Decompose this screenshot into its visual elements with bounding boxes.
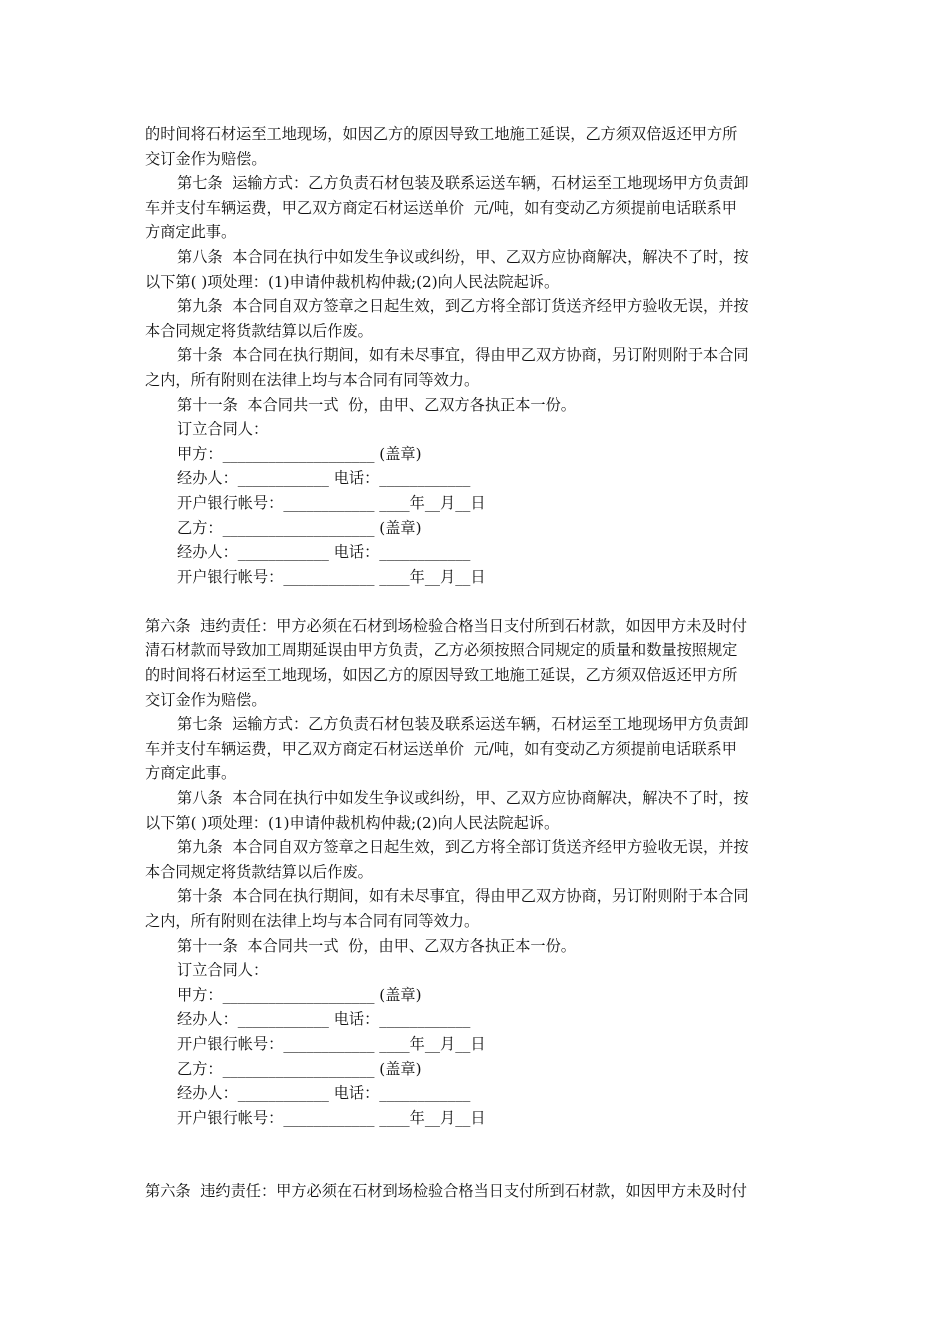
section-gap bbox=[145, 1130, 813, 1179]
text-line: 第八条 本合同在执行中如发生争议或纠纷，甲、乙双方应协商解决，解决不了时，按 bbox=[177, 789, 749, 808]
text-line: 第十一条 本合同共一式 份，由甲、乙双方各执正本一份。 bbox=[177, 395, 576, 414]
text-line: 方商定此事。 bbox=[145, 764, 237, 783]
text-line: 清石材款而导致加工周期延误由甲方负责，乙方必须按照合同规定的质量和数量按照规定 bbox=[145, 641, 738, 660]
text-line: 乙方：____________________ (盖章) bbox=[177, 1059, 422, 1078]
contract-section-2 bbox=[145, 614, 813, 1130]
text-line: 经办人：____________ 电话：____________ bbox=[177, 469, 471, 488]
text-line: 的时间将石材运至工地现场，如因乙方的原因导致工地施工延误，乙方须双倍返还甲方所 bbox=[145, 125, 738, 143]
text-line: 开户银行帐号：____________ ____年__月__日 bbox=[177, 1108, 486, 1127]
text-line: 开户银行帐号：____________ ____年__月__日 bbox=[177, 493, 486, 512]
text-line: 车并支付车辆运费，甲乙双方商定石材运送单价 元/吨，如有变动乙方须提前电话联系甲 bbox=[145, 739, 737, 758]
text-line: 本合同规定将货款结算以后作废。 bbox=[145, 862, 373, 881]
text-line: 交订金作为赔偿。 bbox=[145, 149, 267, 168]
text-line: 本合同规定将货款结算以后作废。 bbox=[145, 321, 373, 340]
text-line: 第十条 本合同在执行期间，如有未尽事宜，得由甲乙双方协商，另订附则附于本合同 bbox=[177, 346, 749, 365]
text-line: 乙方：____________________ (盖章) bbox=[177, 518, 422, 537]
text-line: 的时间将石材运至工地现场，如因乙方的原因导致工地施工延误，乙方须双倍返还甲方所 bbox=[145, 666, 738, 685]
text-line: 第七条 运输方式：乙方负责石材包装及联系运送车辆，石材运至工地现场甲方负责卸 bbox=[177, 715, 749, 734]
text-line: 第八条 本合同在执行中如发生争议或纠纷，甲、乙双方应协商解决，解决不了时，按 bbox=[177, 247, 749, 266]
text-line: 第九条 本合同自双方签章之日起生效，到乙方将全部订货送齐经甲方验收无误，并按 bbox=[177, 297, 749, 316]
text-line: 车并支付车辆运费，甲乙双方商定石材运送单价 元/吨，如有变动乙方须提前电话联系甲 bbox=[145, 198, 737, 217]
contract-section-3 bbox=[145, 1179, 813, 1204]
text-line: 第九条 本合同自双方签章之日起生效，到乙方将全部订货送齐经甲方验收无误，并按 bbox=[177, 838, 749, 857]
text-line: 以下第( )项处理：(1)申请仲裁机构仲裁;(2)向人民法院起诉。 bbox=[145, 272, 560, 291]
section-gap bbox=[145, 589, 813, 614]
text-line: 经办人：____________ 电话：____________ bbox=[177, 543, 471, 562]
text-line: 方商定此事。 bbox=[145, 223, 237, 242]
text-line: 第七条 运输方式：乙方负责石材包装及联系运送车辆，石材运至工地现场甲方负责卸 bbox=[177, 174, 749, 193]
text-line: 甲方：____________________ (盖章) bbox=[177, 985, 422, 1004]
text-line: 订立合同人： bbox=[177, 420, 269, 439]
text-line: 开户银行帐号：____________ ____年__月__日 bbox=[177, 567, 486, 586]
text-line: 甲方：____________________ (盖章) bbox=[177, 444, 422, 463]
text-line: 第十一条 本合同共一式 份，由甲、乙双方各执正本一份。 bbox=[177, 936, 576, 955]
text-line: 第六条 违约责任：甲方必须在石材到场检验合格当日支付所到石材款，如因甲方未及时付 bbox=[145, 1182, 747, 1201]
text-line: 之内，所有附则在法律上均与本合同有同等效力。 bbox=[145, 370, 480, 389]
text-line: 经办人：____________ 电话：____________ bbox=[177, 1084, 471, 1103]
text-line: 开户银行帐号：____________ ____年__月__日 bbox=[177, 1034, 486, 1053]
document-page bbox=[145, 122, 813, 1204]
text-line: 第十条 本合同在执行期间，如有未尽事宜，得由甲乙双方协商，另订附则附于本合同 bbox=[177, 887, 749, 906]
text-line: 之内，所有附则在法律上均与本合同有同等效力。 bbox=[145, 912, 480, 930]
contract-section-1 bbox=[145, 122, 813, 589]
text-line: 以下第( )项处理：(1)申请仲裁机构仲裁;(2)向人民法院起诉。 bbox=[145, 813, 560, 832]
text-line: 订立合同人： bbox=[177, 961, 269, 980]
text-line: 经办人：____________ 电话：____________ bbox=[177, 1010, 471, 1029]
text-line: 第六条 违约责任：甲方必须在石材到场检验合格当日支付所到石材款，如因甲方未及时付 bbox=[145, 616, 747, 635]
text-line: 交订金作为赔偿。 bbox=[145, 690, 267, 709]
